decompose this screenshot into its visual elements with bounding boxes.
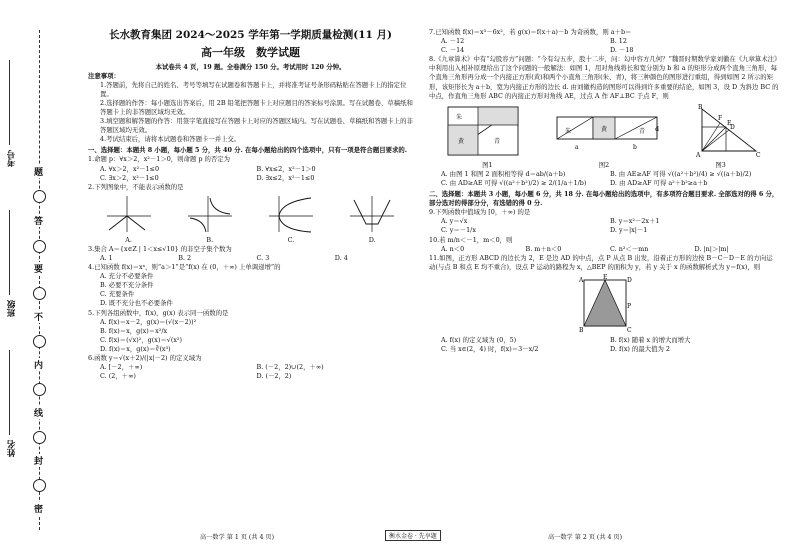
question-stem: 2.下列图象中，不能表示函数的是 <box>88 182 184 191</box>
section-1-heading: 一、选择题：本题共 8 小题，每小题 5 分，共 40 分. 在每小题给出的四个选项中，只有一项是符合题目要求的. <box>88 146 407 155</box>
option-b: B. f(x) 随着 x 的增大而增大 <box>610 335 691 344</box>
fig-label-p: P <box>627 302 632 310</box>
fig-label-b: B <box>697 103 703 111</box>
seal-word: 答 <box>34 214 43 227</box>
seal-word: 要 <box>34 262 43 275</box>
fig-label-huang: 黄 <box>458 137 465 145</box>
option-b: B. 由 AE≥AF 可得 √((a²＋b²)/4) ≥ √((a＋b)/2) <box>610 169 752 178</box>
question-stem: 7.已知函数 f(x)＝x³－6x²，若 g(x)＝f(x＋a)－b 为奇函数，则 a＋b＝ <box>429 28 632 36</box>
fig-label-d: D <box>729 123 735 131</box>
footer-left: 高一数学 第 1 页 (共 4 页) <box>200 534 275 541</box>
option-d: D. f(x)＝x，g(x)＝∛(x³) <box>100 344 171 353</box>
figure-caption: 图2 <box>598 160 610 169</box>
option-c: C. 3 <box>256 254 270 263</box>
question-stem: 11.如图，正方形 ABCD 的边长为 2，E 是边 AD 的中点，点 P 从点 B 出发，沿着正方形的边按 B－C－D－E 的方向运动(与点 B 和点 E 均不重合)，设点 P 运动的路程为 x，△BEP 的面积为 y，若 y 关于 x 的函数解析式为 y＝f(x)，则 <box>429 253 773 271</box>
option-a: A. n＜0 <box>441 244 465 253</box>
option-c: C. 充要条件 <box>100 290 135 299</box>
seal-word: 题 <box>34 165 43 178</box>
option-a: A. y＝√x <box>441 217 468 226</box>
note-item: 1.答题前，先将自己的姓名、考号等填写在试题卷和答题卡上，并将准考证号条形码粘贴在答题卡上的指定位置。 <box>100 80 407 98</box>
option-b: B. ∀x≤2，x²－1＞0 <box>256 164 316 173</box>
seal-word: 内 <box>34 358 43 371</box>
option-d: D. (－2，2) <box>256 372 292 381</box>
figure-3 <box>694 103 764 159</box>
graph-label: D. <box>368 235 376 244</box>
figure-caption: 图1 <box>482 160 493 169</box>
note-item: 4.考试结束后，请将本试题卷和答题卡一并上交。 <box>100 135 241 144</box>
option-b: B. m＋n＜0 <box>525 244 562 253</box>
option-c: C. (2，＋∞) <box>100 372 136 381</box>
option-b: B. (－2，2)∪(2，＋∞) <box>256 363 324 372</box>
fig-label-a: A <box>695 151 700 159</box>
fig-label-c: C <box>755 151 761 159</box>
footer-right: 高一数学 第 2 页 (共 4 页) <box>548 534 623 541</box>
figure-caption: 图3 <box>715 160 726 169</box>
option-d: D. 4 <box>334 254 348 263</box>
option-c: C. 当 x∈(2，4) 时，f(x)＝3－x/2 <box>441 344 539 353</box>
notes-heading: 注意事项： <box>88 71 120 80</box>
option-b: B. 必要不充分条件 <box>100 281 154 290</box>
name-line <box>9 350 10 435</box>
option-d: D. |n|＞|m| <box>694 244 729 253</box>
seal-word: 线 <box>34 406 43 419</box>
seal-word: 密 <box>34 502 43 515</box>
graph-label: A. <box>125 235 132 244</box>
seal-circle <box>33 190 46 203</box>
fig-label-f: F <box>717 114 722 122</box>
fig-label-a: A <box>579 276 584 284</box>
option-a: A. f(x) 的定义域为 (0，5) <box>441 335 517 344</box>
question-10 <box>429 236 779 254</box>
fig-label-d: d <box>655 125 659 133</box>
question-stem: 3.集合 A＝{x∈Z | 1＜x≤√10} 的非空子集个数为 <box>88 244 232 253</box>
class-label: 班级 <box>7 300 17 317</box>
seal-circle <box>33 479 46 492</box>
fig-label-qing: 青 <box>494 137 501 145</box>
fig-label-b: b <box>632 143 637 151</box>
seal-circle <box>33 383 46 396</box>
question-stem: 6.函数 y＝√(x＋2)/(|x|－2) 的定义域为 <box>88 354 202 363</box>
option-b: B. 12 <box>610 37 627 46</box>
fig-label-b: B <box>579 326 584 334</box>
option-d: D. y＝|x|－1 <box>610 226 648 235</box>
name-label: 姓名 <box>7 440 17 457</box>
question-stem: 9.下列函数中值域为 [0，＋∞) 的是 <box>429 208 531 217</box>
fig-label-d: D <box>627 276 632 284</box>
option-a: A. f(x)＝x－2，g(x)＝(√(x－2))² <box>100 317 197 326</box>
option-d: D. 既不充分也不必要条件 <box>100 299 173 308</box>
question-9 <box>429 208 779 235</box>
option-a: A. 1 <box>100 254 113 263</box>
option-a: A. 充分不必要条件 <box>100 272 154 281</box>
graph-b <box>186 194 234 234</box>
graph-c <box>267 194 315 234</box>
fig-label-a: a <box>574 143 579 151</box>
option-b: B. 2 <box>178 254 192 263</box>
question-5 <box>88 309 413 354</box>
option-d: D. f(x) 的最大值为 2 <box>610 344 670 353</box>
seal-word: 封 <box>34 454 43 467</box>
question-stem: 10.若 m/n＜－1，m＜0，则 <box>429 235 513 244</box>
fig-label-huang: 黄 <box>600 125 607 133</box>
option-a: A. －12 <box>441 37 465 46</box>
question-stem: 1.命题 p：∀x＞2，x²－1＞0，则命题 p 的否定为 <box>88 155 231 164</box>
left-column <box>88 28 413 381</box>
fig-label-e: E <box>726 119 732 127</box>
square-figure <box>576 274 632 334</box>
option-d: D. ∃x≤2，x²－1≤0 <box>256 173 315 182</box>
exam-no-line <box>9 60 10 145</box>
option-d: D. 由 AD≥AF 可得 a²＋b²≥a＋b <box>610 178 708 187</box>
figure-1 <box>444 103 522 159</box>
question-7 <box>429 28 779 55</box>
option-b: B. f(x)＝x，g(x)＝x²/x <box>100 326 168 335</box>
fig-label-e: E <box>603 273 608 281</box>
option-b: B. y＝x²－2x＋1 <box>610 217 660 226</box>
question-8 <box>429 55 779 188</box>
question-1 <box>88 155 413 182</box>
option-d: D. －18 <box>610 46 634 55</box>
option-c: C. ∃x＞2，x²－1≤0 <box>100 173 159 182</box>
seal-word: 不 <box>34 310 43 323</box>
question-stem: 8.《九章算术》中有“勾股容方”问题：“今有勾五步，股十二步，问：勾中容方几何？”魏晋时期数学家刘徽在《九章算术注》中利用出入相补原理给出了这个问题的一般解法：如图 1，用对角线将长和宽分别为 b 和 a 的矩形分成两个直角三角形，每个直角三角形再分成一个内接正方形(黄)和两个小直角三角形(朱、青)，将三种颜色的图形进行重组，得到如图 2 所示的矩形，该矩形长为 a＋b，宽为内接正方形的边长 d. 由刘徽构造的图形可以得到许多重要的结论，如图 3，设 D 为斜边 BC 的中点，作直角三角形 ABC 的内接正方形对角线 AE，过点 A 作 AF⊥BC 于点 F，则 <box>429 55 779 100</box>
fig-label-zhu: 朱 <box>564 127 571 135</box>
seal-circle <box>33 240 46 253</box>
option-a: A. 由图 1 和图 2 面积相等得 d＝ab/(a＋b) <box>441 169 566 178</box>
right-column <box>429 28 779 354</box>
seal-circle <box>33 287 46 300</box>
q8-figures <box>429 103 779 159</box>
fig-label-zhu: 朱 <box>456 113 463 121</box>
fig-label-qing: 青 <box>638 127 645 135</box>
binding-strip <box>0 0 82 551</box>
question-3 <box>88 245 413 263</box>
option-a: A. [－2，＋∞) <box>100 363 143 372</box>
class-line <box>9 210 10 295</box>
graph-a <box>105 194 153 234</box>
option-c: C. －14 <box>441 46 465 55</box>
question-4 <box>88 263 413 308</box>
question-stem: 5.下列各组函数中，f(x)，g(x) 表示同一函数的是 <box>88 308 229 317</box>
option-c: C. 由 AD≥AE 可得 √((a²＋b²)/2) ≥ 2/(1/a＋1/b) <box>441 178 587 187</box>
exam-subtitle: 高一年级 数学试题 <box>201 45 300 59</box>
graph-d <box>348 194 396 234</box>
q2-graphs <box>88 194 413 234</box>
fig-label-c: C <box>627 326 632 334</box>
seal-circle <box>33 431 46 444</box>
section-2-heading: 二、选择题：本题共 3 小题，每小题 6 分，共 18 分. 在每小题给出的选项中，有多项符合题目要求. 全部选对的得 6 分，部分选对的得部分分，有选错的得 0 分. <box>429 190 779 208</box>
question-6 <box>88 354 413 381</box>
option-a: A. ∀x＞2，x²－1≤0 <box>100 164 160 173</box>
option-c: C. y＝－1/x <box>441 226 476 235</box>
option-c: C. n²＜－mn <box>610 244 649 253</box>
footer-stamp: 衡水金卷 · 先享题 <box>385 530 441 541</box>
exam-title: 长水教育集团 2024～2025 学年第一学期质量检测(11 月) <box>109 29 392 41</box>
question-2 <box>88 183 413 245</box>
graph-label: B. <box>206 235 214 244</box>
seal-circle <box>33 335 46 348</box>
figure-2 <box>553 103 663 159</box>
option-c: C. f(x)＝(√x)²，g(x)＝√(x²) <box>100 335 182 344</box>
exam-intro: 本试卷共 4 页，19 题。全卷满分 150 分。考试用时 120 分钟。 <box>155 62 346 71</box>
note-item: 3.填空题和解答题的作答：用签字笔直接写在答题卡上对应的答题区域内。写在试题卷、草稿纸和答题卡上的非答题区域均无效。 <box>100 117 413 135</box>
exam-no-label: 考号 <box>7 150 17 167</box>
q11-figure-row <box>429 274 779 334</box>
question-11 <box>429 254 779 354</box>
graph-label: C. <box>287 235 295 244</box>
note-item: 2.选择题的作答：每小题选出答案后，用 2B 铅笔把答题卡上对应题目的答案标号涂黑。写在试题卷、草稿纸和答题卡上的非答题区域均无效。 <box>100 98 413 116</box>
question-stem: 4.已知函数 f(x)＝xᵃ，则“a＞1”是“f(x) 在 (0，＋∞) 上单调递增”的 <box>88 263 281 272</box>
